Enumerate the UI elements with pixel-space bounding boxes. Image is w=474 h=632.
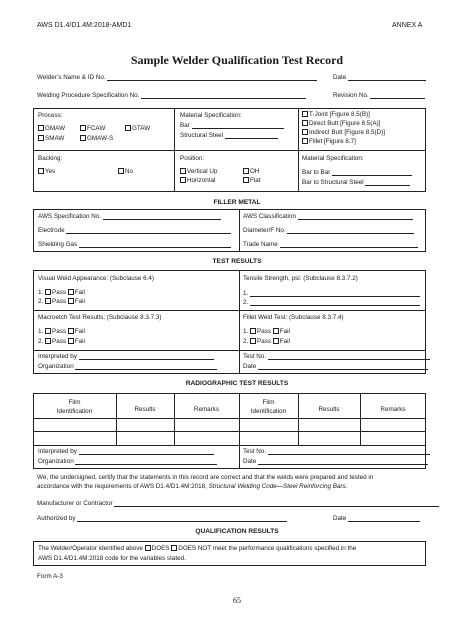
bar-to-bar-field[interactable]: Bar to Bar <box>302 168 412 176</box>
visual-row-1[interactable]: 1. Pass Fail <box>38 289 85 296</box>
radio-org-field[interactable]: Organization <box>38 457 217 465</box>
page-title: Sample Welder Qualification Test Record <box>130 53 344 67</box>
radio-test-no-field[interactable]: Test No. <box>243 447 430 455</box>
qualification-heading: QUALIFICATION RESULTS <box>195 528 279 535</box>
test-no-field[interactable]: Test No. <box>243 352 430 360</box>
macroetch-label: Macroetch Test Results: (Subclause 8.3.7.3) <box>38 314 162 321</box>
visual-row-2[interactable]: 2. Pass Fail <box>38 298 85 305</box>
qualification-line-1: The Welder/Operator identified above DOES DOES NOT meet the performance qualifications specified in the <box>38 545 357 552</box>
tensile-row-1[interactable]: 1. <box>243 289 420 297</box>
vertical-up-checkbox[interactable]: Vertical Up <box>180 168 217 175</box>
manufacturer-field[interactable]: Manufacturer or Contractor <box>37 499 439 507</box>
macroetch-row-1[interactable]: 1. Pass Fail <box>38 328 85 335</box>
aws-spec-field[interactable]: AWS Specification No. <box>38 212 221 220</box>
authorized-by-field[interactable]: Authorized by <box>37 514 287 522</box>
certification-text-2: accordance with the requirements of AWS D1.4/D1.4M:2018, Structural Welding Code—Steel Reinforcing Bars. <box>37 483 348 490</box>
backing-yes-checkbox[interactable]: Yes <box>38 168 55 175</box>
fillet-row-1[interactable]: 1. Pass Fail <box>243 328 290 335</box>
tjoint-checkbox[interactable]: T-Joint [Figure 8.5(B)] <box>302 111 370 118</box>
visual-weld-label: Visual Weld Appearance: (Subclause 6.4) <box>38 275 154 282</box>
position-label: Position: <box>180 155 205 162</box>
structural-steel-field[interactable]: Structural Steel <box>180 131 278 139</box>
date-field[interactable]: Date <box>333 73 426 81</box>
direct-butt-checkbox[interactable]: Direct Butt [Figure 8.5(A)] <box>302 120 380 127</box>
tensile-label: Tensile Strength, psi: (Subclause 8.3.7.2) <box>243 275 358 282</box>
diameter-field[interactable]: Diameter/F No. <box>243 226 414 234</box>
doc-code: AWS D1.4/D1.4M:2018-AMD1 <box>37 22 132 29</box>
annex-label: ANNEX A <box>392 22 423 29</box>
material-spec-label: Material Specification: <box>180 112 242 119</box>
flat-checkbox[interactable]: Flat <box>243 177 261 184</box>
overhead-checkbox[interactable]: OH <box>243 168 259 175</box>
fillet-row-2[interactable]: 2. Pass Fail <box>243 338 290 345</box>
indirect-butt-checkbox[interactable]: Indirect Butt [Figure 8.5(D)] <box>302 129 385 136</box>
smaw-checkbox[interactable]: SMAW <box>38 135 64 142</box>
qualification-line-2: AWS D1.4/D1.4M:2018 code for the variables stated. <box>38 555 186 562</box>
col-film-id-2: Film Identification <box>250 399 287 415</box>
welder-name-field[interactable]: Welder’s Name & ID No. <box>37 73 317 81</box>
electrode-field[interactable]: Electrode <box>38 226 231 234</box>
col-remarks-1: Remarks <box>193 406 220 413</box>
col-remarks-2: Remarks <box>380 406 406 413</box>
authorized-date-field[interactable]: Date <box>333 514 420 522</box>
certification-text: We, the undersigned, certify that the statements in this record are correct and that the welds were prepared and tested in <box>37 474 374 481</box>
does-checkbox[interactable] <box>145 545 151 551</box>
form-number: Form A-3 <box>37 573 63 580</box>
trade-name-field[interactable]: Trade Name <box>243 240 418 248</box>
wps-field[interactable]: Welding Procedure Specification No. <box>37 91 306 99</box>
radio-date-field[interactable]: Date <box>243 457 428 465</box>
col-results-1: Results <box>134 406 156 413</box>
does-not-checkbox[interactable] <box>171 545 177 551</box>
fillet-weld-label: Fillet Weld Test: (Subclause 8.3.7.4) <box>243 314 344 321</box>
shielding-gas-field[interactable]: Shielding Gas <box>38 240 231 248</box>
fillet-checkbox[interactable]: Fillet [Figure 8.7] <box>302 138 356 145</box>
page-number: 65 <box>233 596 241 605</box>
macroetch-row-2[interactable]: 2. Pass Fail <box>38 338 85 345</box>
gtaw-checkbox[interactable]: GTAW <box>125 125 150 132</box>
bar-field[interactable]: Bar <box>180 121 284 129</box>
test-date-field[interactable]: Date <box>243 362 428 370</box>
horizontal-checkbox[interactable]: Horizontal <box>180 177 215 184</box>
organization-field[interactable]: Organization <box>38 362 217 370</box>
radio-interpreted-field[interactable]: Interpreted by <box>38 447 214 455</box>
col-film-id-1: Film Identification <box>56 399 93 415</box>
gmaw-checkbox[interactable]: GMAW <box>38 125 65 132</box>
backing-no-checkbox[interactable]: No <box>118 168 133 175</box>
material-spec-2-label: Material Specification: <box>302 155 364 162</box>
radiographic-heading: RADIOGRAPHIC TEST RESULTS <box>185 380 289 387</box>
interpreted-by-field[interactable]: Interpreted by <box>38 352 214 360</box>
aws-class-field[interactable]: AWS Classification <box>243 212 413 220</box>
gmaw-s-checkbox[interactable]: GMAW-S <box>80 135 113 142</box>
tensile-row-2[interactable]: 2. <box>243 298 420 306</box>
bar-to-steel-field[interactable]: Bar to Structural Steel <box>302 178 410 186</box>
backing-label: Backing: <box>38 155 63 162</box>
test-results-heading: TEST RESULTS <box>212 258 262 265</box>
revision-field[interactable]: Revision No. <box>333 91 425 99</box>
filler-metal-heading: FILLER METAL <box>213 199 261 206</box>
process-label: Process: <box>38 112 63 119</box>
col-results-2: Results <box>318 406 340 413</box>
fcaw-checkbox[interactable]: FCAW <box>80 125 105 132</box>
